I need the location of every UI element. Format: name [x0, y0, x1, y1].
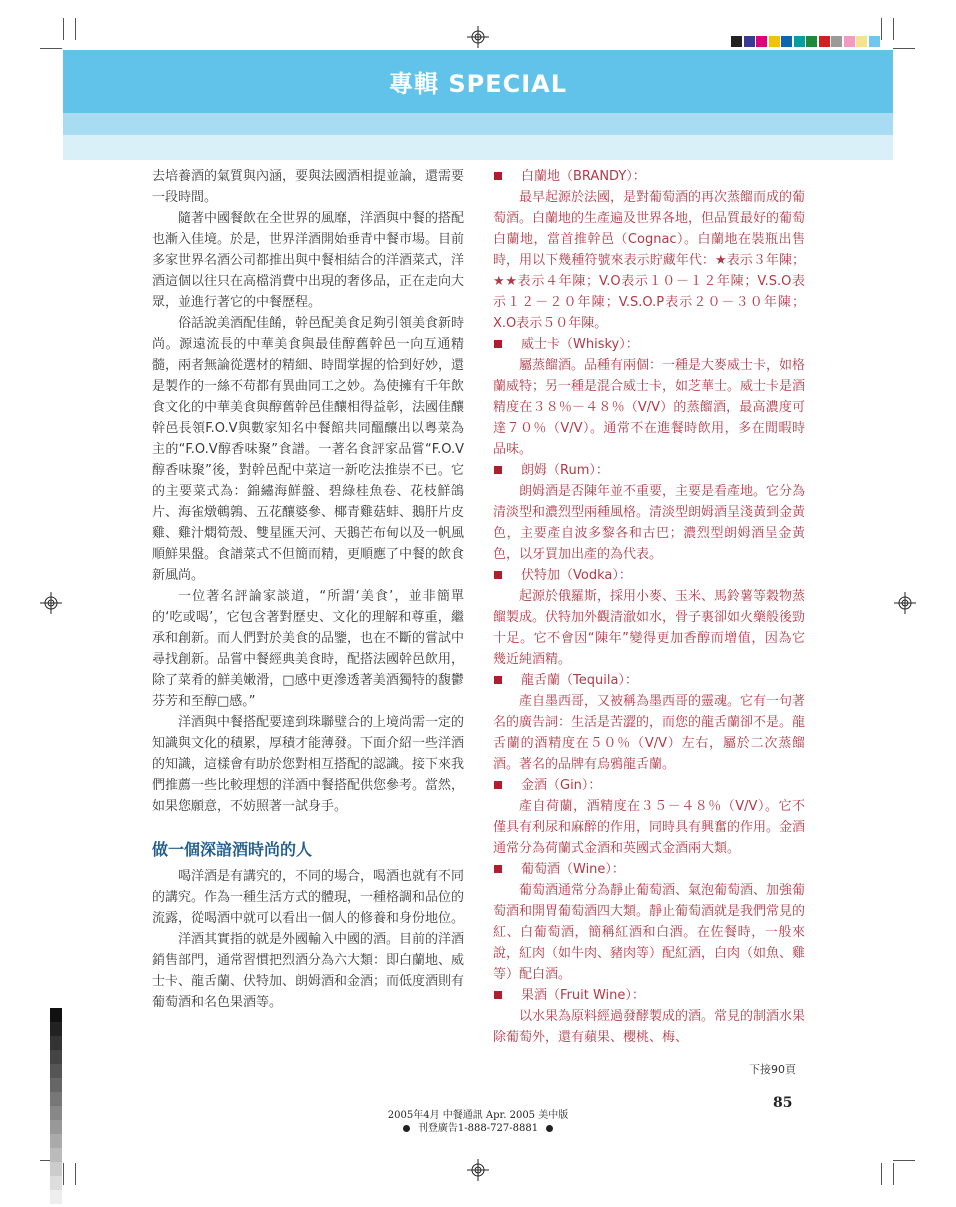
- liquor-section-title-text: 龍舌蘭（Tequila）：: [521, 673, 638, 688]
- liquor-section-body: 葡萄酒通常分為靜止葡萄酒、氣泡葡萄酒、加強葡萄酒和開胃葡萄酒四大類。靜止葡萄酒就是我們常見的紅、白葡萄酒，簡稱紅酒和白酒。在佐餐時，一般來說，紅肉（如牛肉、豬肉等）配紅酒，白肉（如魚、雞等）配白酒。: [493, 883, 806, 982]
- section-title: 專輯 SPECIAL: [388, 70, 568, 98]
- crop-mark: [40, 48, 62, 49]
- color-swatch: [744, 36, 755, 47]
- color-swatch: [731, 36, 742, 47]
- color-swatch: [831, 36, 842, 47]
- footer-contact-line: [0, 1119, 956, 1134]
- color-swatch-bar: [731, 36, 881, 47]
- liquor-section-title-text: 伏特加（Vodka）：: [521, 568, 632, 583]
- color-swatch: [869, 36, 880, 47]
- body-paragraph: 去培養酒的氣質與內涵，要與法國酒相提並論，還需要一段時間。: [152, 169, 465, 205]
- liquor-section-body: 產自墨西哥，又被稱為墨西哥的靈魂。它有一句著名的廣告詞：生活是苦澀的，而您的龍舌蘭卻不是。龍舌蘭的酒精度在５０％（V/V）左右，屬於二次蒸餾酒。著名的品牌有烏鴉龍舌蘭。: [493, 694, 806, 772]
- page-number: 85: [773, 1095, 793, 1111]
- liquor-section-title-text: 威士卡（Whisky）：: [521, 337, 639, 352]
- gray-step: [50, 1092, 62, 1106]
- body-paragraph: 隨著中國餐飲在全世界的風靡，洋酒與中餐的搭配也漸入佳境。於是，世界洋酒開始垂青中餐市場。目前多家世界名酒公司都推出與中餐相結合的洋酒菜式，洋酒這個以往只在高檔消費中出現的奢侈品，正在走向大眾，並進行著它的中餐歷程。: [152, 211, 465, 310]
- liquor-section-body: 朗姆酒是否陳年並不重要，主要是看產地。它分為清淡型和濃烈型兩種風格。清淡型朗姆酒呈淺黃到金黃色，主要產自波多黎各和古巴；濃烈型朗姆酒呈金黃色，以牙買加出產的為代表。: [493, 484, 806, 562]
- liquor-section-title-text: 金酒（Gin）：: [521, 778, 602, 793]
- color-swatch: [844, 36, 855, 47]
- color-swatch: [856, 36, 867, 47]
- body-paragraph: 喝洋酒是有講究的，不同的場合，喝酒也就有不同的講究。作為一種生活方式的體現，一種格調和品位的流露，從喝酒中就可以看出一個人的修養和身份地位。: [152, 869, 465, 926]
- gray-step: [50, 1036, 62, 1050]
- registration-mark-icon: [467, 26, 489, 48]
- liquor-section-title: [493, 859, 805, 880]
- right-column: [493, 166, 805, 1048]
- gray-step: [50, 1162, 62, 1176]
- body-paragraph: 一位著名評論家談道，“所謂‘美食’，並非簡單的‘吃或喝’，它包含著對歷史、文化的理解和尊重，繼承和創新。而人們對於美食的品鑒，也在不斷的嘗試中尋找創新。品嘗中餐經典美食時，配搭法國幹邑飲用，除了菜肴的鮮美嫩滑，□感中更滲透著美酒獨特的馥鬱芬芳和至醇□感。”: [152, 589, 465, 709]
- liquor-section-body: 最早起源於法國，是對葡萄酒的再次蒸餾而成的葡萄酒。白蘭地的生產遍及世界各地，但品質最好的葡萄白蘭地，當首推幹邑（Cognac）。白蘭地在裝瓶出售時，用以下幾種符號來表示貯藏年代：★表示３年陳；★★表示４年陳；V.O表示１０－１２年陳；V.S.O表示１２－２０年陳；V.S.O.P表示２０－３０年陳；X.O表示５０年陳。: [493, 190, 806, 331]
- liquor-section-title: [493, 460, 805, 481]
- gray-step: [50, 1078, 62, 1092]
- body-paragraph: 俗話說美酒配佳餚，幹邑配美食足夠引領美食新時尚。源遠流長的中華美食與最佳醇舊幹邑一向互通精髓，兩者無論從選材的精細、時間掌握的恰到好妙，還是製作的一絲不苟都有異曲同工之妙。為使擁有千年飲食文化的中華美食與醇舊幹邑佳釀相得益彰，法國佳釀幹邑長領F.O.V與數家知名中餐館共同醞釀出以粵菜為主的“F.O.V醇香味聚”食譜。一著名食評家品嘗“F.O.V醇香味聚”後，對幹邑配中菜這一新吃法推崇不已。它的主要菜式為：錦繡海鮮盤、碧綠桂魚卷、花枝鮮鴿片、海雀燉鵪鶉、五花釀婆參、椰青雞菇蚌、鵝肝片皮雞、雞汁燜筍殼、雙星匯天河、天鵝芒布甸以及一帆風順鮮果盤。食譜菜式不但簡而精，更順應了中餐的飲食新風尚。: [152, 316, 465, 583]
- header-band-bottom: [63, 135, 893, 160]
- square-bullet-icon: [494, 865, 502, 873]
- bullet-dot-icon: [546, 1125, 553, 1132]
- crop-mark: [893, 18, 894, 40]
- crop-mark: [75, 1163, 76, 1185]
- square-bullet-icon: [494, 781, 502, 789]
- color-swatch: [794, 36, 805, 47]
- crop-mark: [893, 1160, 915, 1161]
- liquor-section-title-text: 白蘭地（BRANDY）：: [521, 169, 646, 184]
- gray-step: [50, 1008, 62, 1022]
- square-bullet-icon: [494, 571, 502, 579]
- color-swatch: [756, 36, 767, 47]
- registration-mark-icon: [894, 592, 916, 614]
- square-bullet-icon: [494, 172, 502, 180]
- liquor-section-title-text: 葡萄酒（Wine）：: [521, 862, 625, 877]
- color-swatch: [806, 36, 817, 47]
- left-paragraphs-after: [152, 866, 464, 1013]
- square-bullet-icon: [494, 676, 502, 684]
- liquor-section-body: 以水果為原料經過發酵製成的酒。常見的制酒水果除葡萄外，還有蘋果、櫻桃、梅、: [493, 1009, 806, 1045]
- registration-mark-icon: [467, 1159, 489, 1181]
- body-paragraph: 洋酒其實指的就是外國輸入中國的酒。目前的洋酒銷售部門，通常習慣把烈酒分為六大類：即白蘭地、威士卡、龍舌蘭、伏特加、朗姆酒和金酒；而低度酒則有葡萄酒和名色果酒等。: [152, 932, 465, 1010]
- liquor-section-title: [493, 565, 805, 586]
- color-swatch: [769, 36, 780, 47]
- continued-note: 下接90頁: [749, 1063, 796, 1076]
- square-bullet-icon: [494, 991, 502, 999]
- liquor-section-body: 產自荷蘭，酒精度在３５－４８％（V/V）。它不僅具有利尿和麻醉的作用，同時具有興奮的作用。金酒通常分為荷蘭式金酒和英國式金酒兩大類。: [493, 799, 806, 856]
- crop-mark: [75, 18, 76, 40]
- liquor-section-body: 屬蒸餾酒。品種有兩個：一種是大麥威士卡，如格蘭威特；另一種是混合威士卡，如芝華士。威士卡是酒精度在３８％－４８％（V/V）的蒸餾酒，最高濃度可達７０％（V/V）。通常不在進餐時飲用，多在閒暇時品味。: [493, 358, 806, 457]
- liquor-section-title: [493, 775, 805, 796]
- gray-step: [50, 1064, 62, 1078]
- gray-step: [50, 1134, 62, 1148]
- crop-mark: [893, 1163, 894, 1185]
- liquor-section-title: [493, 985, 805, 1006]
- header-band-top: [63, 50, 893, 113]
- gray-step: [50, 1190, 62, 1204]
- color-swatch: [781, 36, 792, 47]
- body-paragraph: 洋酒與中餐搭配要達到珠聯璧合的上境尚需一定的知識與文化的積累，厚積才能薄發。下面介紹一些洋酒的知識，這樣會有助於您對相互搭配的認識。接下來我們推薦一些比較理想的洋酒中餐搭配供您參考。當然，如果您願意，不妨照著一試身手。: [152, 715, 465, 814]
- gray-step: [50, 1022, 62, 1036]
- crop-mark: [893, 48, 915, 49]
- footer-contact-text: 刊登廣告1-888-727-8881: [417, 1123, 539, 1134]
- left-paragraphs: [152, 166, 464, 817]
- subheading: 做一個深諳酒時尚的人: [152, 840, 313, 859]
- color-swatch: [819, 36, 830, 47]
- crop-mark: [881, 1163, 882, 1185]
- gray-step: [50, 1148, 62, 1162]
- liquor-section-title-text: 朗姆（Rum）：: [521, 463, 609, 478]
- header-band-middle: [63, 113, 893, 135]
- liquor-section-title-text: 果酒（Fruit Wine）：: [521, 988, 645, 1003]
- crop-mark: [63, 1163, 64, 1185]
- square-bullet-icon: [494, 466, 502, 474]
- liquor-section-title: [493, 166, 805, 187]
- crop-mark: [63, 18, 64, 40]
- gray-step: [50, 1050, 62, 1064]
- registration-mark-icon: [40, 592, 62, 614]
- crop-mark: [881, 18, 882, 40]
- bullet-dot-icon: [403, 1125, 410, 1132]
- square-bullet-icon: [494, 340, 502, 348]
- liquor-section-body: 起源於俄羅斯，採用小麥、玉米、馬鈴薯等穀物蒸餾製成。伏特加外觀清澈如水，骨子裏卻如火藥般後勁十足。它不會因“陳年”變得更加香醇而增值，因為它幾近純酒精。: [493, 589, 806, 667]
- section-header-band: [63, 50, 893, 160]
- footer-publication-line: 2005年4月 中餐通訊 Apr. 2005 美中版: [387, 1110, 569, 1121]
- liquor-section-title: [493, 334, 805, 355]
- liquor-section-title: [493, 670, 805, 691]
- left-column: [152, 166, 464, 1013]
- gray-step: [50, 1176, 62, 1190]
